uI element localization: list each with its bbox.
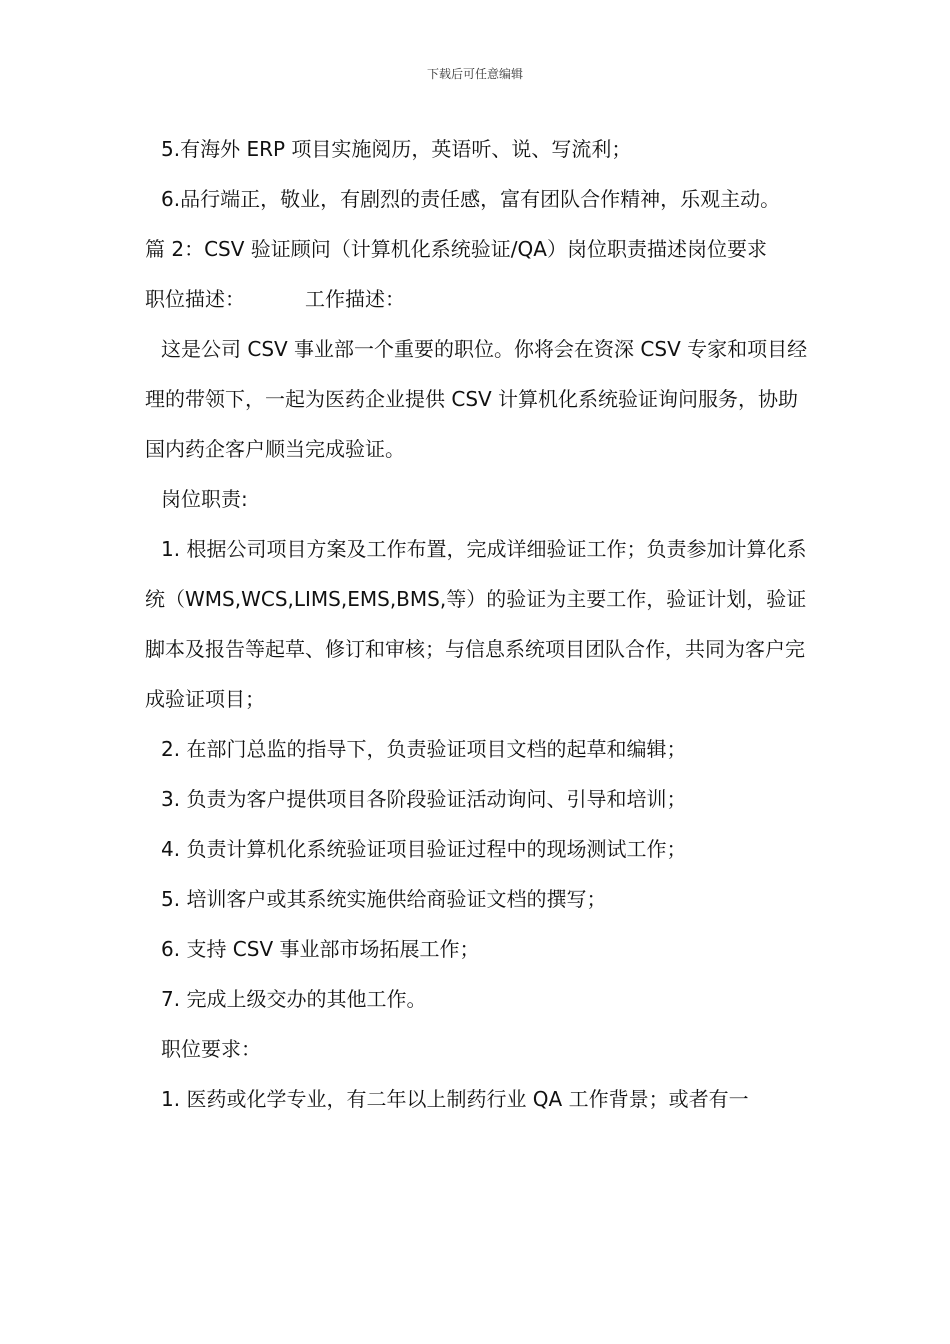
requirement-item-1: 1. 医药或化学专业，有二年以上制药行业 QA 工作背景；或者有一 bbox=[161, 1087, 749, 1111]
description-labels-line bbox=[145, 274, 809, 324]
heading-requirements: 职位要求： bbox=[161, 1037, 261, 1061]
heading-responsibilities: 岗位职责: bbox=[161, 487, 248, 511]
responsibility-item-6: 6. 支持 CSV 事业部市场拓展工作； bbox=[161, 937, 480, 961]
paragraph-requirement-6: 6.品行端正，敬业，有剧烈的责任感，富有团队合作精神，乐观主动。 bbox=[161, 187, 781, 211]
responsibility-item-2: 2. 在部门总监的指导下，负责验证项目文档的起草和编辑； bbox=[161, 737, 687, 761]
responsibility-item-3: 3. 负责为客户提供项目各阶段验证活动询问、引导和培训； bbox=[161, 787, 687, 811]
responsibility-item-5: 5. 培训客户或其系统实施供给商验证文档的撰写； bbox=[161, 887, 607, 911]
work-description-label: 工作描述： bbox=[305, 287, 405, 311]
responsibility-item-1: 1. 根据公司项目方案及工作布置，完成详细验证工作；负责参加计算化系统（WMS,WCS,LIMS,EMS,BMS,等）的验证为主要工作，验证计划，验证脚本及报告等起草、修订和审核；与信息系统项目团队合作，共同为客户完成验证项目； bbox=[145, 537, 807, 711]
position-description-label: 职位描述： bbox=[145, 287, 245, 311]
paragraph-requirement-5: 5.有海外 ERP 项目实施阅历，英语听、说、写流利； bbox=[161, 137, 632, 161]
page-header: 下载后可任意编辑 bbox=[426, 67, 523, 81]
section-title: 篇 2：CSV 验证顾问（计算机化系统验证/QA）岗位职责描述岗位要求 bbox=[145, 237, 767, 261]
paragraph-job-overview: 这是公司 CSV 事业部一个重要的职位。你将会在资深 CSV 专家和项目经理的带领下，一起为医药企业提供 CSV 计算机化系统验证询问服务，协助国内药企客户顺当完成验证。 bbox=[145, 337, 808, 461]
responsibility-item-4: 4. 负责计算机化系统验证项目验证过程中的现场测试工作； bbox=[161, 837, 687, 861]
document-body bbox=[145, 124, 809, 1124]
responsibility-item-7: 7. 完成上级交办的其他工作。 bbox=[161, 987, 427, 1011]
